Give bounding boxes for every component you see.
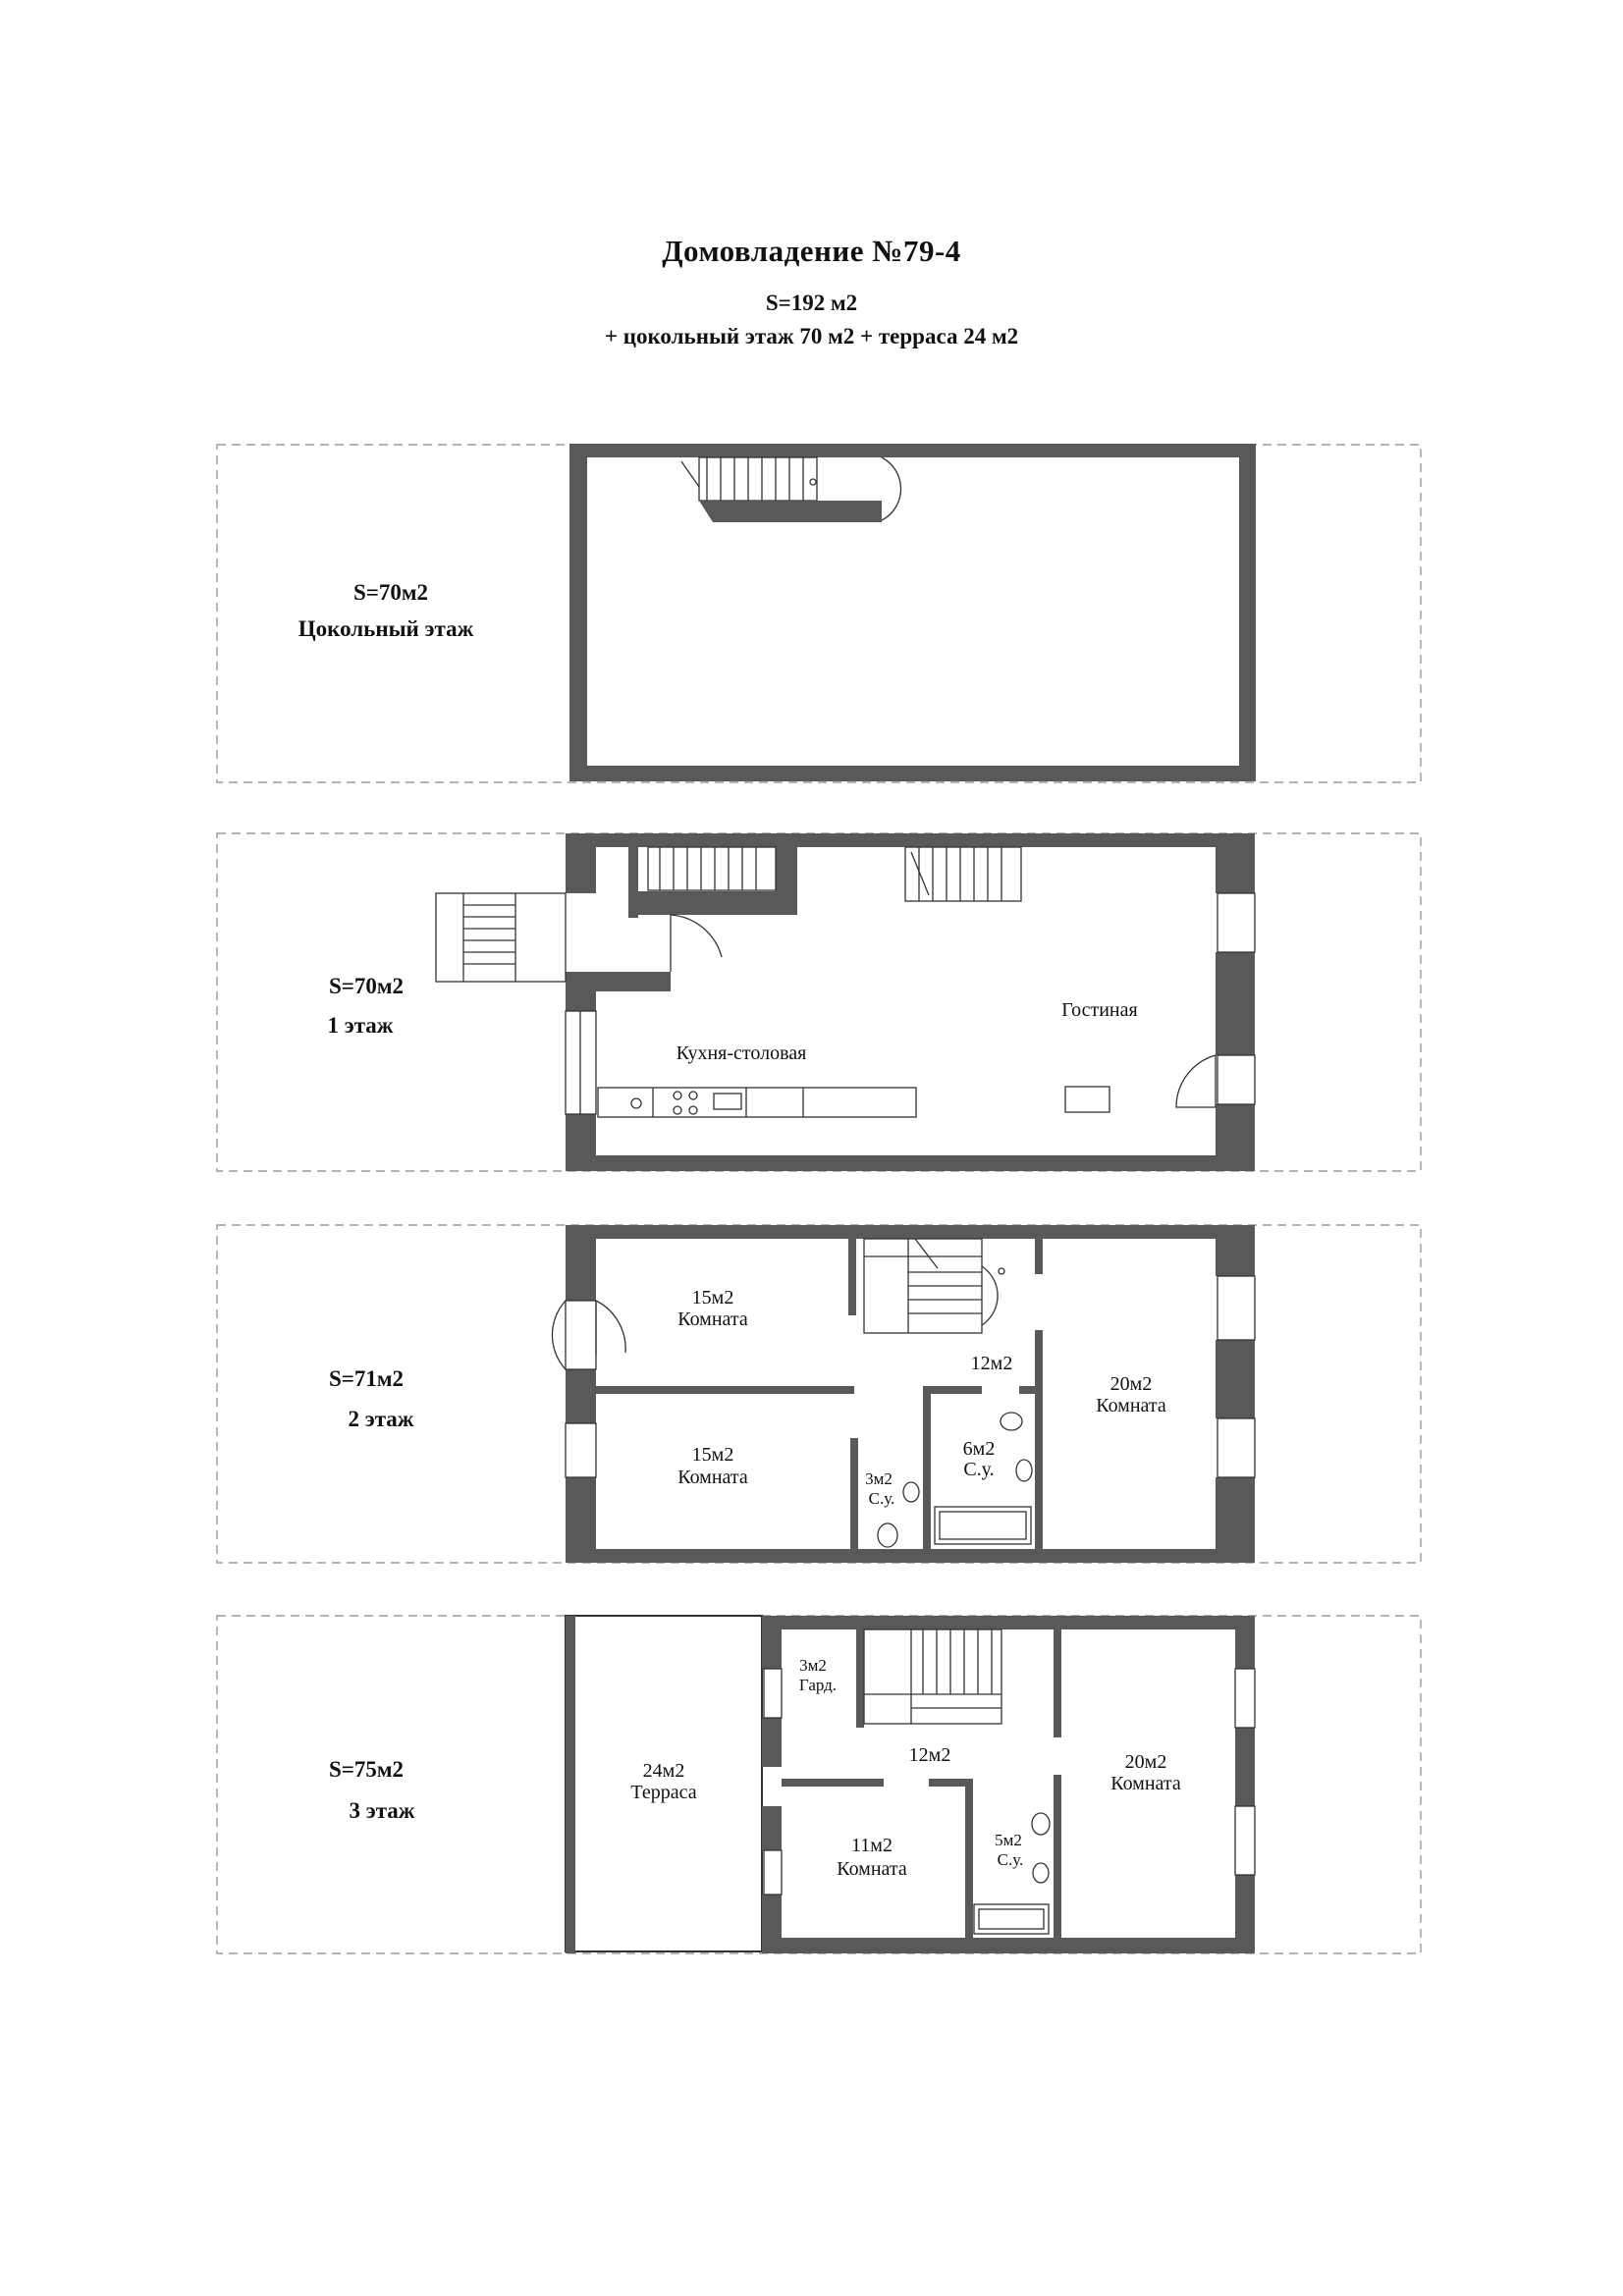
floor-area: S=70м2 — [352, 580, 429, 605]
floor3-top-wall — [762, 1616, 1255, 1629]
floor3-left-wall-c — [762, 1806, 782, 1850]
floor1-bottom-wall — [566, 1155, 1255, 1171]
floor1-right-wall-c — [1216, 1104, 1255, 1171]
basement-walls — [569, 444, 1256, 781]
floor1-porch-stair — [436, 893, 566, 982]
room-area: 5м2 — [995, 1831, 1022, 1849]
floor3-wall-room11-top — [782, 1779, 884, 1787]
floor2-right-wall-c — [1216, 1477, 1255, 1563]
floor1-stair-side — [776, 847, 797, 915]
floor1-window-right-a — [1217, 893, 1255, 952]
floor2-window-right-a — [1217, 1276, 1255, 1340]
floor2-left-wall-a — [566, 1225, 596, 1301]
room-area: 3м2 — [799, 1656, 827, 1675]
floor3-right-wall-c — [1235, 1875, 1255, 1953]
floor1-vestibule-wall — [628, 847, 638, 918]
floor2-balcony — [552, 1301, 566, 1369]
floor-area: S=70м2 — [328, 974, 405, 998]
floor-name: Цокольный этаж — [298, 616, 474, 641]
floor1-fireplace — [1065, 1087, 1109, 1112]
floor-name: 3 этаж — [349, 1798, 415, 1823]
room-area: 11м2 — [851, 1835, 893, 1856]
room-area: 6м2 — [962, 1438, 996, 1460]
floor2-stair — [864, 1239, 1004, 1333]
floor2-wall-wc-mid — [923, 1392, 931, 1549]
floor3-left-wall-b — [762, 1718, 782, 1767]
floor3-wardrobe-wall — [856, 1629, 864, 1728]
room-name: Комната — [677, 1467, 748, 1488]
floor2-wall-big-a — [1035, 1239, 1043, 1274]
floor3-bottom-wall — [762, 1938, 1255, 1953]
floor3-right-wall-b — [1235, 1728, 1255, 1806]
room-area: 12м2 — [908, 1744, 951, 1766]
floor1-stair-right — [905, 847, 1021, 901]
room-area: 15м2 — [691, 1287, 734, 1308]
room-area: 12м2 — [970, 1353, 1013, 1374]
toilet-icon — [1001, 1413, 1022, 1430]
sink-icon — [1016, 1460, 1032, 1481]
floor3-wall-big-b — [1054, 1775, 1061, 1938]
floor1-left-wall-c — [566, 1114, 596, 1171]
basement-stair — [681, 457, 901, 522]
floor2-right-wall-b — [1216, 1340, 1255, 1418]
room-name: Терраса — [630, 1782, 697, 1803]
floor3-stair — [864, 1629, 1001, 1724]
total-area: S=192 м2 — [765, 291, 858, 315]
sink-icon — [1033, 1863, 1049, 1883]
floor1-top-wall — [566, 833, 1255, 847]
room-name: Комната — [1096, 1395, 1166, 1416]
floor2-left-wall-b — [566, 1369, 596, 1423]
room-name: Комната — [1110, 1773, 1181, 1794]
toilet-icon — [878, 1523, 897, 1547]
floor2-window-right-b — [1217, 1418, 1255, 1477]
floor3-window-right-a — [1235, 1669, 1255, 1728]
floor2-wall-between-rooms — [596, 1386, 854, 1394]
room-name: Гостиная — [1061, 999, 1138, 1021]
room-name: Кухня-столовая — [676, 1042, 807, 1064]
plan-basement — [217, 444, 1421, 782]
floor1-stair-wall — [638, 891, 795, 915]
sink-icon — [903, 1482, 919, 1502]
floor3-right-wall-a — [1235, 1616, 1255, 1669]
floor2-wall-wc-left — [850, 1438, 858, 1549]
room-name: Гард. — [798, 1676, 838, 1694]
room-name: Комната — [677, 1308, 748, 1330]
floor1-stair-left — [648, 847, 776, 890]
floor-name: 2 этаж — [348, 1407, 414, 1431]
toilet-icon — [1032, 1813, 1050, 1835]
floor-name: 1 этаж — [327, 1013, 394, 1038]
room-area: 24м2 — [642, 1760, 685, 1782]
floor2-wall-wc-top — [923, 1386, 982, 1394]
room-area: 20м2 — [1109, 1373, 1153, 1395]
floor3-wall-big-a — [1054, 1629, 1061, 1737]
floor2-window-left-a — [566, 1301, 596, 1369]
floor2-top-wall — [566, 1225, 1255, 1239]
floor2-bottom-wall — [566, 1549, 1255, 1563]
floor2-right-wall-a — [1216, 1225, 1255, 1276]
room-name: С.у. — [963, 1459, 995, 1480]
floor3-left-wall-d — [762, 1895, 782, 1953]
floor1-door-terrace — [1176, 1055, 1216, 1107]
floor3-wall-room11-right — [965, 1779, 973, 1938]
floor2-door-room1 — [596, 1301, 625, 1355]
floor2-bath-fixtures — [878, 1413, 1032, 1547]
floor1-right-wall-b — [1216, 952, 1255, 1055]
floor2-left-wall-c — [566, 1477, 596, 1563]
floor-area: S=71м2 — [328, 1366, 405, 1391]
bathtub — [935, 1507, 1031, 1544]
floor1-left-wall-a — [566, 833, 596, 893]
floor3-window-right-b — [1235, 1806, 1255, 1875]
room-area: 20м2 — [1124, 1751, 1167, 1773]
floor1-right-wall-a — [1216, 833, 1255, 893]
room-name: С.у. — [997, 1850, 1024, 1869]
floor2-wall-big-b — [1035, 1330, 1043, 1549]
room-name: С.у. — [868, 1489, 895, 1508]
floor2-wall-stair-left — [848, 1239, 856, 1315]
floor1-window-right-b — [1217, 1055, 1255, 1104]
room-area: 15м2 — [691, 1444, 734, 1466]
floor1-door-vestibule — [671, 915, 722, 972]
plan-floor-2 — [217, 1225, 1421, 1563]
floor-area: S=75м2 — [328, 1757, 405, 1782]
floor3-window-left-b — [764, 1850, 782, 1895]
floor2-window-left-b — [566, 1423, 596, 1477]
room-area: 3м2 — [865, 1469, 893, 1488]
room-name: Комната — [837, 1858, 907, 1880]
page-title: Домовладение №79-4 — [662, 234, 961, 268]
extra-areas: + цокольный этаж 70 м2 + терраса 24 м2 — [604, 324, 1019, 348]
floor1-vestibule-bottom — [567, 972, 671, 991]
floor3-window-left-a — [764, 1669, 782, 1718]
terrace-rail — [566, 1616, 575, 1953]
floor1-kitchen-counter — [598, 1087, 1109, 1117]
floor3-left-wall-a — [762, 1616, 782, 1669]
plan-floor-1 — [217, 833, 1421, 1171]
